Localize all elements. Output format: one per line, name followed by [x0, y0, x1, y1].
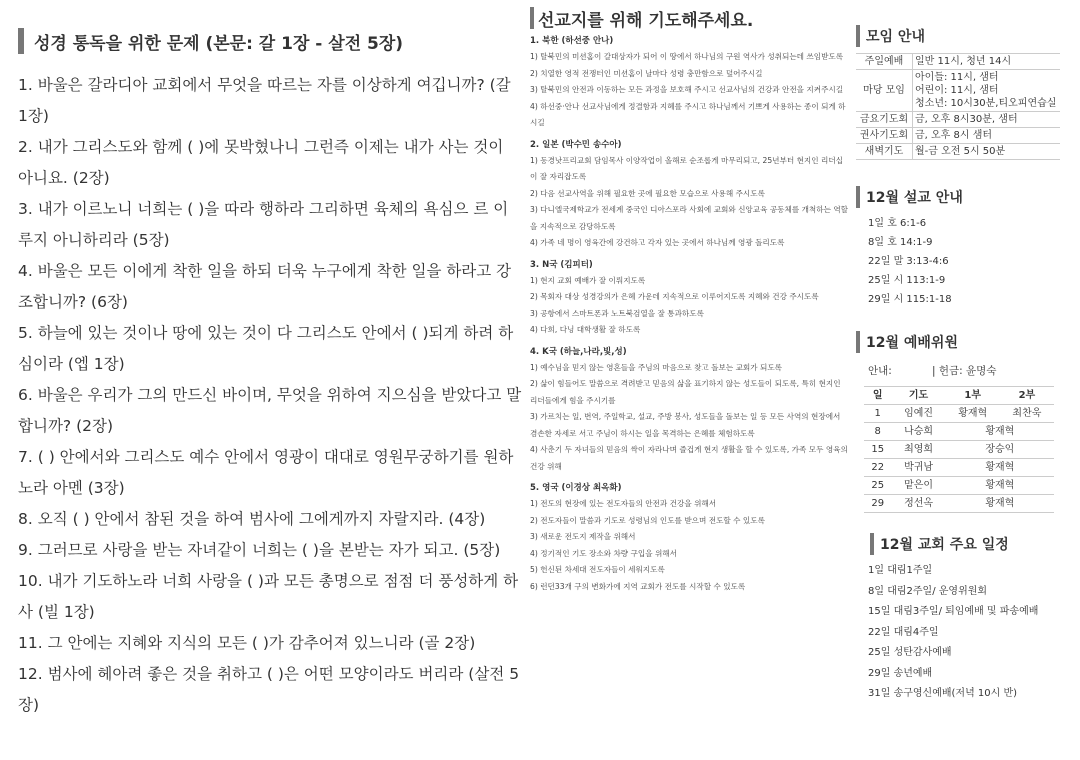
prayer-item: 1) 탈북민의 미션홈이 갈대상자가 되어 이 땅에서 하나님의 구원 역사가 성취되는데 쓰임받도록 [530, 52, 844, 61]
question-item: 3. 내가 이르노니 너희는 ( )을 따라 행하라 그리하면 육체의 욕심으 르 이루지 아니하리라 (5장) [18, 200, 509, 249]
usher-cell: 황재혁 [946, 405, 1000, 423]
usher-cell: 최영희 [891, 441, 945, 459]
prayer-item: 3) 다니엘국제학교가 전세계 중국인 디아스포라 사회에 교회와 신앙교육 공동체를 개척하는 역할을 지속적으로 감당하도록 [530, 205, 849, 231]
quiz-title: 성경 통독을 위한 문제 (본문: 갈 1장 - 살전 5장) [34, 33, 404, 54]
region-title: 5. 영국 (이경상 최옥화) [530, 483, 622, 493]
mission-section [530, 0, 848, 595]
question-item: 11. 그 안에는 지혜와 지식의 모든 ( )가 감추어져 있느니라 (골 2장) [18, 634, 476, 652]
mission-region [530, 345, 848, 476]
prayer-item: 4) 다희, 다닝 대학생활 잘 하도록 [530, 325, 641, 334]
usher-table [864, 386, 1054, 513]
prayer-item: 1) 전도의 현장에 있는 전도자들의 안전과 건강을 위해서 [530, 499, 717, 508]
prayer-item: 3) 새로운 전도지 제작을 위해서 [530, 532, 636, 541]
question-item: 6. 바울은 우리가 그의 만드신 바이며, 무엇을 위하여 지으심을 받았다고 말합니까? (2장) [18, 386, 522, 435]
mission-region [530, 481, 848, 595]
offering-text: | 헌금: 윤명숙 [932, 365, 997, 377]
meeting-header [856, 25, 1070, 47]
schedule-header [870, 533, 1070, 555]
meeting-value: 금, 오후 8시30분, 샘터 [913, 112, 1061, 128]
usher-cell: 나승희 [891, 423, 945, 441]
schedule-item: 29일 송년예배 [868, 667, 933, 679]
schedule-item: 1일 대림1주일 [868, 565, 933, 576]
meeting-label: 금요기도회 [856, 112, 913, 128]
usher-row [864, 405, 1054, 423]
prayer-item: 2) 치열한 영적 전쟁터인 미션홈이 날마다 성령 충만함으로 덮어주시길 [530, 68, 763, 78]
prayer-item: 1) 동경낫프리교회 담임목사 이양작업이 올해로 순조롭게 마무리되고, 25년부터 현지인 리더십이 잘 자리잡도록 [530, 155, 844, 181]
usher-cell: 25 [864, 477, 891, 495]
mission-title: 선교지를 위해 기도해주세요. [538, 10, 754, 31]
meeting-label: 권사기도회 [856, 128, 913, 144]
sermon-title: 12월 설교 안내 [866, 190, 963, 206]
prayer-item: 2) 전도자들이 말씀과 기도로 성령님의 인도를 받으며 전도할 수 있도록 [530, 515, 765, 525]
usher-row [864, 441, 1054, 459]
usher-column-header: 2부 [1000, 387, 1054, 405]
prayer-item: 4) 가족 네 명이 영육간에 강건하고 각자 있는 곳에서 하나님께 영광 돌리도록 [530, 238, 785, 247]
header-bar [530, 7, 534, 29]
usher-title: 12월 예배위원 [866, 335, 958, 351]
meeting-row [856, 128, 1060, 144]
info-sidebar [856, 0, 1070, 705]
meeting-section [856, 25, 1070, 160]
usher-row [864, 459, 1054, 477]
usher-cell: 황재혁 [946, 459, 1054, 477]
usher-column-header: 기도 [891, 387, 945, 405]
usher-column-header: 1부 [946, 387, 1000, 405]
header-bar [856, 186, 860, 208]
meeting-row [856, 54, 1060, 70]
question-item: 8. 오직 ( ) 안에서 참된 것을 하여 범사에 그에게까지 자랄지라. (4장) [18, 510, 486, 528]
prayer-item: 2) 삶이 힘들어도 말씀으로 격려받고 믿음의 삶을 표기하지 않는 성도들이 되도록, 특히 현지인 리더들에게 힘을 주시기를 [530, 379, 841, 405]
prayer-item: 4) 사춘기 두 자녀들의 믿음의 싹이 자라나며 즐겁게 현지 생활을 할 수 있도록, 가족 모두 영육의 건강 위해 [530, 445, 848, 471]
usher-header-row [864, 387, 1054, 405]
sermon-item: 29일 시 115:1-18 [868, 294, 952, 305]
meeting-value: 월-금 오전 5시 50분 [913, 144, 1061, 160]
usher-row [864, 423, 1054, 441]
question-item: 12. 범사에 헤아려 좋은 것을 취하고 ( )은 어떤 모양이라도 버리라 (살전 5장) [18, 665, 520, 714]
usher-cell: 황재혁 [946, 495, 1054, 513]
usher-cell: 15 [864, 441, 891, 459]
question-item: 7. ( ) 안에서와 그리스도 예수 안에서 영광이 대대로 영원무궁하기를 원하노라 아멘 (3장) [18, 448, 514, 497]
usher-cell: 황재혁 [946, 423, 1054, 441]
question-item: 1. 바울은 갈라디아 교회에서 무엇을 따르는 자를 이상하게 여깁니까? (갈 1장) [18, 76, 511, 125]
prayer-item: 4) 하선중·안나 선교사님에게 정결함과 지혜를 주시고 하나님께서 기쁘게 사용하는 종이 되게 하시길 [530, 101, 846, 127]
schedule-item: 31일 송구영신예배(저녁 10시 반) [868, 688, 1018, 699]
usher-summary [856, 363, 1070, 378]
mission-region [530, 258, 848, 339]
usher-cell: 황재혁 [946, 477, 1054, 495]
meeting-label: 주일예배 [856, 54, 913, 70]
sermon-item: 8일 호 14:1-9 [868, 237, 933, 248]
usher-cell: 29 [864, 495, 891, 513]
meeting-table [856, 53, 1060, 160]
usher-section [856, 331, 1070, 513]
meeting-label: 새벽기도 [856, 144, 913, 160]
prayer-item: 3) 공항에서 스마트폰과 노트북검열을 잘 통과하도록 [530, 308, 704, 318]
sermon-section [856, 186, 1070, 309]
question-item: 2. 내가 그리스도와 함께 ( )에 못박혔나니 그런즉 이제는 내가 사는 것이 아니요. (2장) [18, 138, 504, 187]
meeting-row [856, 144, 1060, 160]
quiz-header [18, 28, 523, 54]
quiz-section [18, 0, 523, 721]
header-bar [856, 25, 860, 47]
meeting-title: 모임 안내 [866, 29, 925, 45]
schedule-title: 12월 교회 주요 일정 [880, 537, 1009, 553]
usher-cell: 장승익 [946, 441, 1054, 459]
usher-cell: 8 [864, 423, 891, 441]
question-item: 9. 그러므로 사랑을 받는 자녀같이 너희는 ( )을 본받는 자가 되고. (5장) [18, 541, 501, 559]
header-bar [870, 533, 874, 555]
mission-header [530, 7, 848, 29]
usher-cell: 정선옥 [891, 495, 945, 513]
sermon-header [856, 186, 1070, 208]
usher-column-header: 일 [864, 387, 891, 405]
usher-cell: 임예진 [891, 405, 945, 423]
schedule-item: 15일 대림3주일/ 퇴임예배 및 파송예배 [868, 606, 1039, 617]
region-title: 4. K국 (하늘,나라,빛,성) [530, 346, 627, 357]
schedule-item: 8일 대림2주일/ 운영위원회 [868, 585, 988, 597]
sermon-item: 25일 시 113:1-9 [868, 275, 946, 286]
guide-label: 안내: [868, 365, 892, 377]
meeting-label: 마당 모임 [856, 70, 913, 112]
region-title: 3. N국 (김피터) [530, 259, 593, 270]
mission-region-list [530, 34, 848, 595]
usher-row [864, 495, 1054, 513]
usher-row [864, 477, 1054, 495]
question-list [18, 70, 523, 721]
meeting-value: 금, 오후 8시 샘터 [913, 128, 1061, 144]
mission-region [530, 34, 848, 132]
prayer-item: 1) 현지 교회 예배가 잘 이뤄지도록 [530, 275, 646, 285]
header-bar [18, 28, 24, 54]
prayer-item: 4) 정기적인 기도 장소와 차량 구입을 위해서 [530, 548, 677, 558]
prayer-item: 2) 다음 선교사역을 위해 필요한 곳에 필요한 모습으로 사용해 주시도록 [530, 188, 765, 198]
usher-cell: 22 [864, 459, 891, 477]
question-item: 5. 하늘에 있는 것이나 땅에 있는 것이 다 그리스도 안에서 ( )되게 하려 하심이라 (엡 1장) [18, 324, 514, 373]
region-title: 1. 북한 (하선중 안나) [530, 36, 614, 46]
header-bar [856, 331, 860, 353]
prayer-item: 5) 헌신된 차세대 전도자들이 세워지도록 [530, 565, 665, 574]
sermon-list [856, 214, 1070, 309]
schedule-list [856, 561, 1070, 705]
prayer-item: 6) 런던33개 구의 변화가에 지역 교회가 전도를 시작할 수 있도록 [530, 581, 746, 591]
usher-cell: 최찬욱 [1000, 405, 1054, 423]
sermon-item: 1일 호 6:1-6 [868, 218, 927, 229]
usher-cell: 1 [864, 405, 891, 423]
usher-cell: 박귀남 [891, 459, 945, 477]
mission-region [530, 138, 848, 252]
schedule-section [870, 533, 1070, 705]
region-title: 2. 일본 (박수민 송수아) [530, 139, 622, 150]
question-item: 4. 바울은 모든 이에게 착한 일을 하되 더욱 누구에게 착한 일을 하라고 강조합니까? (6장) [18, 262, 512, 311]
prayer-item: 3) 가르치는 일, 번역, 주일학교, 설교, 주방 봉사, 성도들을 돌보는 일 등 모든 사역의 현장에서 겸손한 자세로 서고 주님이 하시는 일을 목격하는 은혜를 체험하도록 [530, 412, 841, 438]
meeting-value: 아이들: 11시, 샘터 어린이: 11시, 샘터 청소년: 10시30분,티오피연습실 [913, 70, 1061, 112]
meeting-value: 일반 11시, 청년 14시 [913, 54, 1061, 70]
usher-cell: 맡은이 [891, 477, 945, 495]
schedule-item: 25일 성탄감사예배 [868, 647, 952, 658]
schedule-item: 22일 대림4주일 [868, 626, 939, 638]
prayer-item: 2) 목회자 대상 성경강의가 은혜 가운데 지속적으로 이루어지도록 지혜와 건강 주시도록 [530, 292, 819, 301]
meeting-row [856, 112, 1060, 128]
prayer-item: 3) 탈북민의 안전과 이동하는 모든 과정을 보호해 주시고 선교사님의 건강과 안전을 지켜주시길 [530, 85, 844, 94]
prayer-item: 1) 예수님을 믿지 않는 영혼들을 주님의 마음으로 찾고 돌보는 교회가 되도록 [530, 362, 782, 372]
usher-header [856, 331, 1070, 353]
question-item: 10. 내가 기도하노라 너희 사랑을 ( )과 모든 총명으로 점점 더 풍성하게 하사 (빌 1장) [18, 572, 519, 621]
sermon-item: 22일 말 3:13-4:6 [868, 256, 949, 267]
meeting-row [856, 70, 1060, 112]
